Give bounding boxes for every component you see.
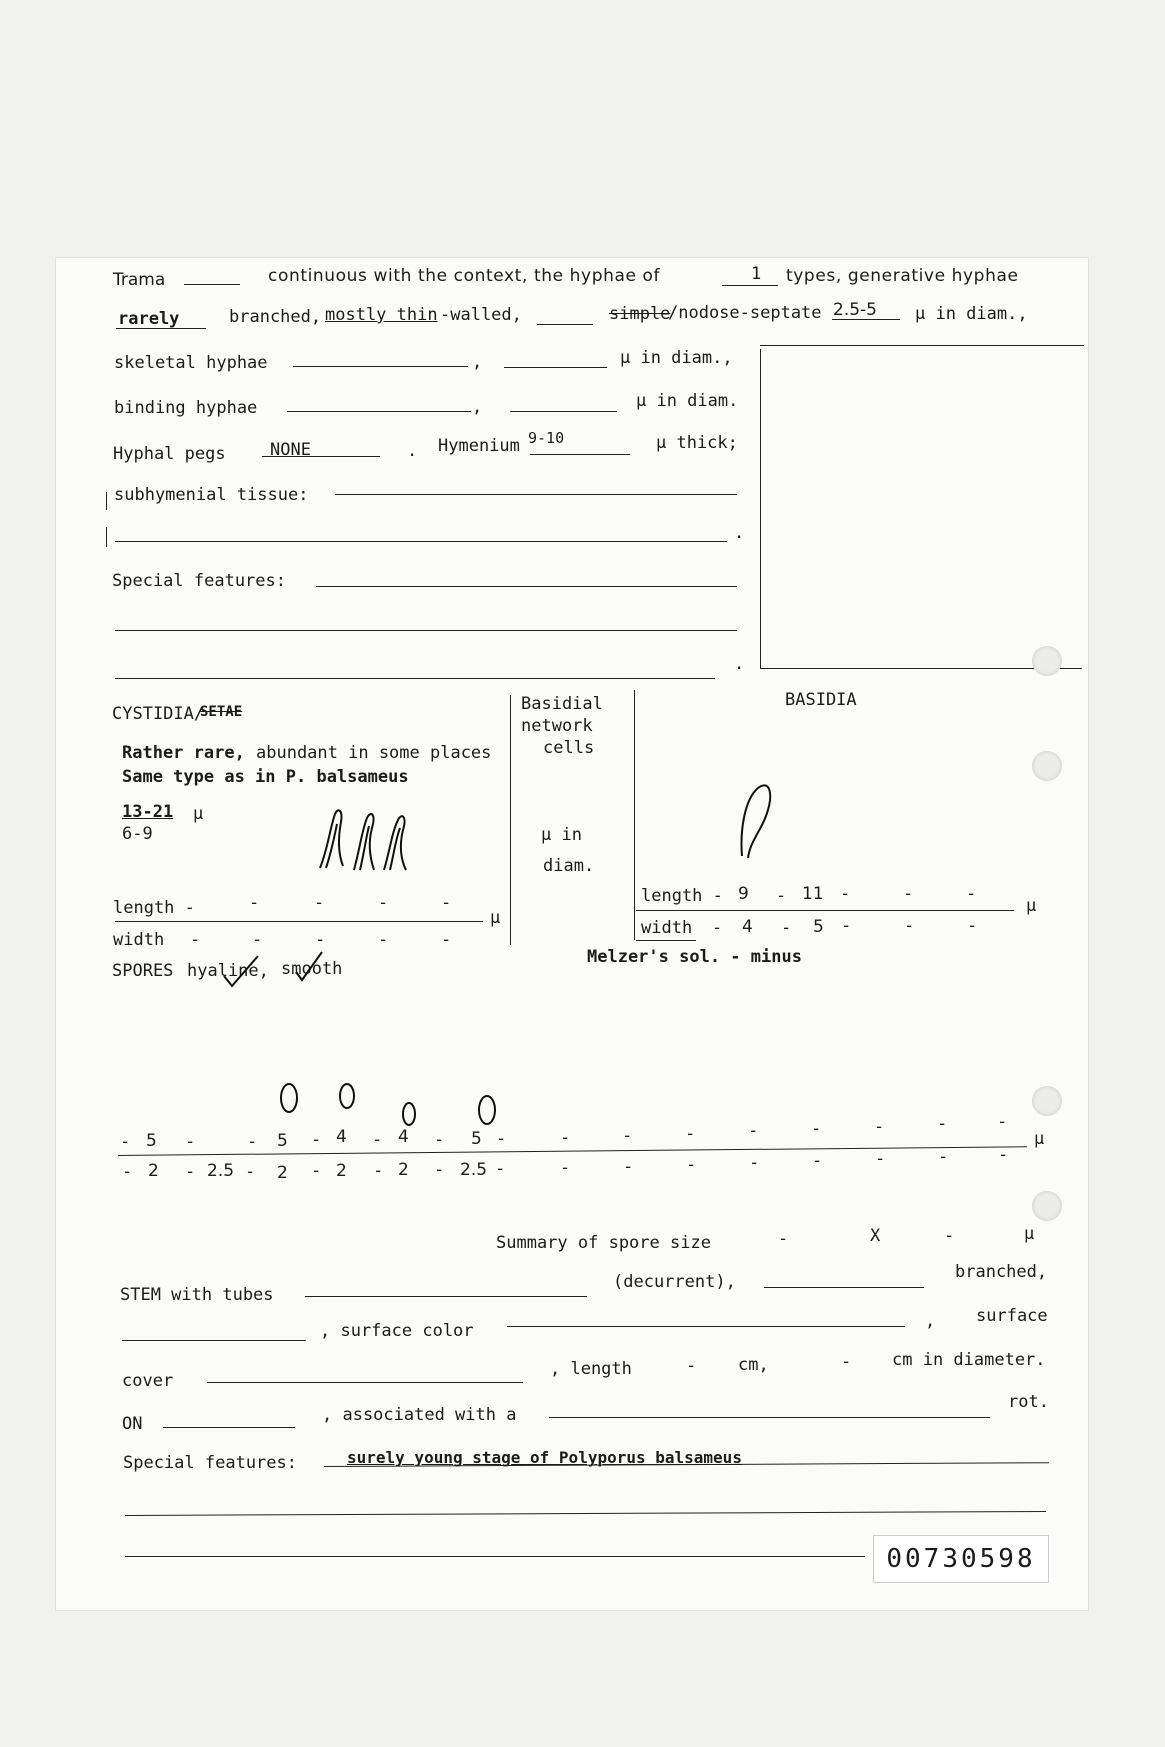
binding-diam-text: μ in diam. [636,391,739,411]
hyphal-pegs-value: NONE [270,440,311,460]
hyphal-pegs-line [262,456,380,457]
skeletal-line-1 [293,366,468,367]
punch-hole-2 [1032,751,1062,781]
stem-branched: branched, [955,1262,1048,1282]
basidia-length-label: length - [641,886,723,906]
stem-surface-color: , surface color [320,1321,474,1341]
special-features-line-2 [115,630,737,631]
trama-continuous-text: continuous with the context, the hyphae of [268,266,661,286]
checkmark-icons [222,950,342,990]
stem-tubes-line [305,1296,587,1297]
basidia-sketch [736,782,776,862]
trama-branch-value: rarely [118,309,180,329]
cystidia-label: CYSTIDIA/ [112,704,205,724]
basidial-title-2: network [521,716,593,736]
hyphal-pegs-dot: . [407,441,418,461]
punch-hole-4 [1032,1191,1062,1221]
subhymenial-label: subhymenial tissue: [114,485,309,505]
trama-diam-text: μ in diam., [915,304,1028,324]
trama-septate-text: /nodose-septate [668,303,822,323]
basidia-width-min: 4 [742,917,753,937]
basidia-title: BASIDIA [785,690,857,710]
stem-cm: cm, [738,1355,769,1375]
stem-rot: rot. [1008,1392,1049,1412]
basidia-length-min: 9 [738,884,749,904]
trama-label: Trama [113,270,166,290]
spore-sketch [275,1080,505,1132]
melzer-text: Melzer's sol. - minus [587,947,802,967]
subhymenial-margin-mark [106,492,107,510]
hymenium-label: Hymenium [438,436,520,456]
trama-walled-blank [537,324,593,325]
hyphal-pegs-label: Hyphal pegs [113,444,226,464]
trama-diam-value: 2.5-5 [833,300,877,320]
stem-on: ON [122,1414,143,1434]
trama-branched-text: branched, [229,307,322,327]
stem-on-line [163,1427,295,1428]
cystidia-note-1: abundant in some places [256,743,492,763]
basidia-width-label: width [641,918,693,938]
punch-hole-3 [1032,1086,1062,1116]
hymenium-thick-text: μ thick; [656,433,738,453]
spores-hyaline: hyaline, [187,961,269,981]
trama-walled-text: -walled, [440,305,522,325]
cystidia-note-2: Same type as in P. balsameus [122,767,409,787]
basidia-mu: μ [1026,896,1037,916]
spore-bottom-3: 2 [277,1163,288,1183]
subhymenial-line-2 [115,541,727,542]
stem-special-label: Special features: [123,1453,297,1473]
spore-top-5: 5 [471,1129,482,1149]
subhymenial-margin-mark-2 [106,527,107,547]
basidial-divider-right [634,690,635,940]
cystidia-unit: μ [193,804,204,824]
spore-bottom-6: 2.5 [460,1160,488,1180]
cystidia-length-label: length - [113,898,195,918]
basidial-title-3: cells [543,738,595,758]
spore-top-4: 4 [398,1127,409,1147]
spore-bottom-4: 2 [336,1161,347,1181]
cystidia-size-1: 13-21 [122,802,174,822]
binding-line-1 [287,411,471,412]
skeletal-label: skeletal hyphae [114,353,268,373]
hymenium-value: 9-10 [528,429,565,447]
stem-associated-line [549,1417,990,1418]
special-features-line-1 [316,586,737,587]
stem-cm-diam: cm in diameter. [892,1350,1046,1370]
catalog-number-label: 00730598 [873,1535,1049,1583]
stem-row2-line-2 [507,1326,905,1327]
cystidia-sketch [318,808,428,872]
stem-row2-line-1 [122,1340,306,1341]
summary-mu: μ [1024,1224,1035,1244]
punch-hole-1 [1032,646,1062,676]
subhymenial-line-1 [335,494,737,495]
spore-top-1: 5 [146,1131,157,1151]
spore-bottom-5: 2 [398,1160,409,1180]
spore-bottom-2: 2.5 [207,1161,235,1181]
spore-top-3: 4 [336,1127,347,1147]
special-features-label: Special features: [112,571,286,591]
binding-line-2 [510,411,617,412]
summary-x: X [870,1226,881,1246]
spore-mu: μ [1034,1129,1045,1149]
binding-sep: , [472,397,483,417]
trama-walled-value: mostly thin [325,305,438,325]
trama-types-text: types, generative hyphae [786,266,1019,286]
stem-cover: cover [122,1371,174,1391]
cystidia-note-1-bold: Rather rare, [122,743,245,763]
stem-special-line-3 [125,1556,865,1557]
basidia-length-max: 11 [802,884,824,904]
skeletal-sep: , [472,352,483,372]
spore-bottom-1: 2 [148,1161,159,1181]
skeletal-line-2 [504,367,607,368]
right-box-left-edge [760,349,761,669]
trama-septate-struck: simple [609,304,671,324]
stem-decurrent-line [764,1287,924,1288]
stem-surface: surface [976,1306,1048,1326]
skeletal-diam-text: μ in diam., [620,348,733,368]
trama-blank [184,284,240,285]
trama-diam-line [832,319,900,320]
basidia-width-max: 5 [813,917,824,937]
summary-label: Summary of spore size [496,1233,711,1253]
basidial-title-1: Basidial [521,694,603,714]
binding-label: binding hyphae [114,398,258,418]
trama-branch-line [116,328,206,329]
cystidia-length-line [115,921,483,922]
stem-row2-comma: , [925,1311,936,1331]
basidial-unit-2: diam. [543,856,595,876]
cystidia-width-label: width [113,930,165,950]
spore-top-2: 5 [277,1131,288,1151]
cystidia-label-struck: SETAE [200,704,243,720]
right-box-top-edge [760,345,1084,346]
stem-decurrent: (decurrent), [613,1272,736,1292]
basidial-divider-left [510,695,511,945]
hymenium-line [530,454,630,455]
cystidia-size-2: 6-9 [122,824,153,844]
cystidia-mu: μ [490,908,501,928]
stem-special-value: surely young stage of Polyporus balsameus [347,1448,742,1467]
stem-associated: , associated with a [322,1405,517,1425]
trama-types-line [722,285,778,286]
stem-cover-line [207,1382,523,1383]
basidia-width-underline [636,940,696,941]
basidia-length-line [636,910,1014,911]
basidial-unit-1: μ in [541,825,582,845]
stem-length: , length [550,1359,632,1379]
spores-label: SPORES [112,961,174,981]
stem-label: STEM with tubes [120,1285,274,1305]
special-features-dot: . [734,654,745,674]
trama-types-value: 1 [751,264,762,284]
subhymenial-dot: . [734,523,745,543]
special-features-line-3 [115,678,715,679]
spores-smooth: smooth [281,959,343,979]
